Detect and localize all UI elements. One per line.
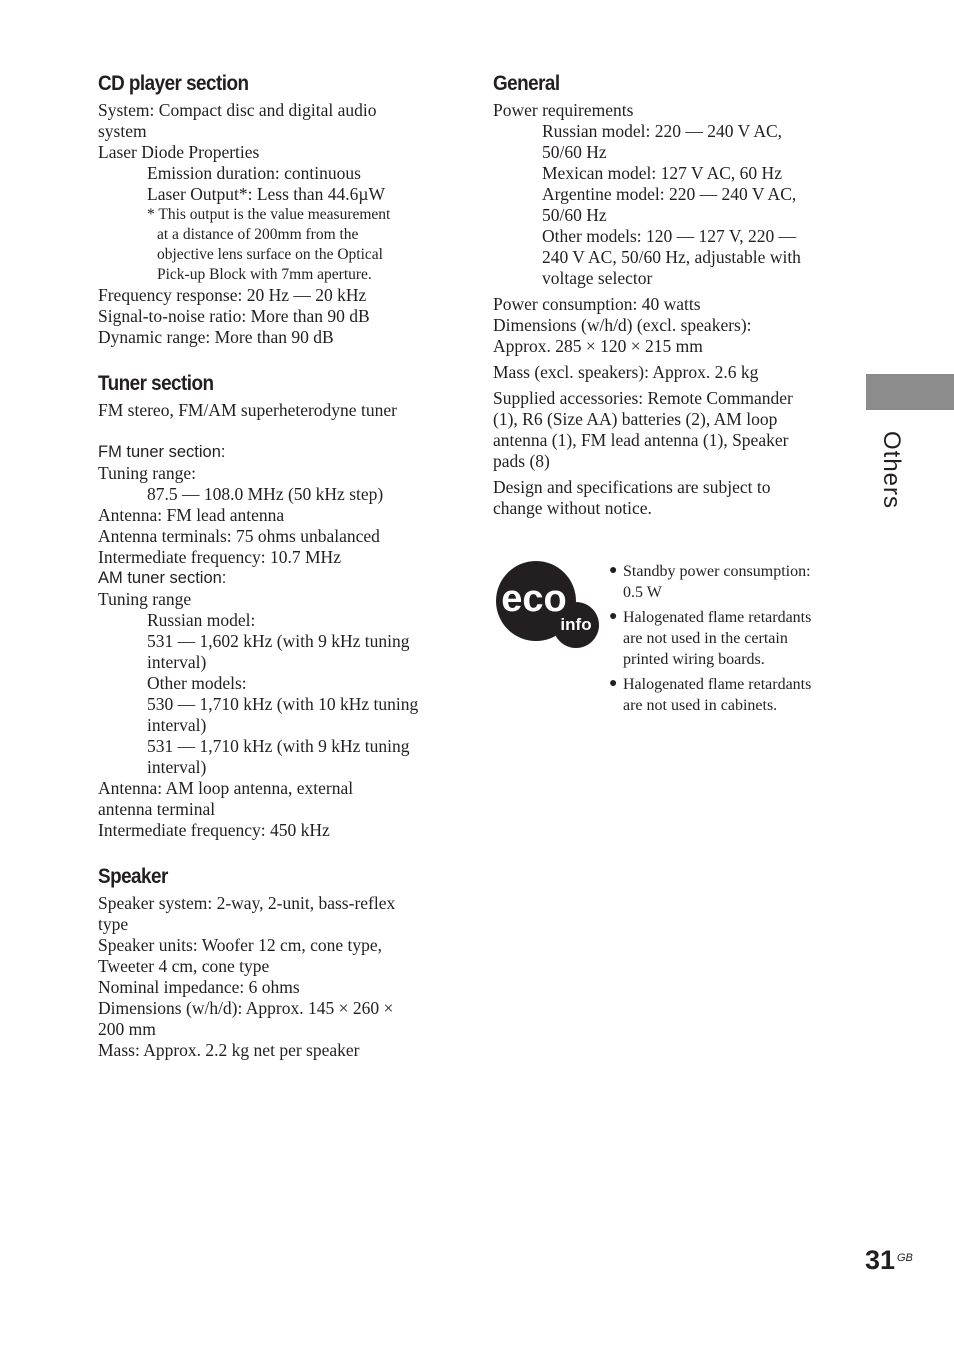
spec-line: 240 V AC, 50/60 Hz, adjustable with <box>542 247 801 267</box>
spec-line: Russian model: <box>147 610 256 630</box>
spec-line: Dimensions (w/h/d): Approx. 145 × 260 × <box>98 998 394 1018</box>
cd-player-section <box>98 70 458 348</box>
spec-line: type <box>98 914 129 934</box>
spec-line: interval) <box>147 757 207 777</box>
spec-line: Dimensions (w/h/d) (excl. speakers): <box>493 315 752 335</box>
spec-line: Antenna: AM loop antenna, external <box>98 778 354 798</box>
spec-line: Dynamic range: More than 90 dB <box>98 327 334 347</box>
footnote-line: objective lens surface on the Optical <box>157 246 383 263</box>
spec-line: Power requirements <box>493 100 634 120</box>
general-section-title: General <box>493 72 560 95</box>
footnote-line: * This output is the value measurement <box>147 206 391 223</box>
spec-line: Signal-to-noise ratio: More than 90 dB <box>98 306 370 326</box>
spec-line: Laser Diode Properties <box>98 142 260 162</box>
spec-line: change without notice. <box>493 498 652 518</box>
general-section <box>493 70 843 519</box>
spec-line: System: Compact disc and digital audio <box>98 100 377 120</box>
spec-line: antenna (1), FM lead antenna (1), Speaker <box>493 430 789 450</box>
speaker-section <box>98 863 458 1061</box>
spec-line: voltage selector <box>542 268 653 288</box>
spec-line: Intermediate frequency: 450 kHz <box>98 820 330 840</box>
list-item: ● Standby power consumption: 0.5 W <box>609 561 849 603</box>
eco-bullet-list <box>609 561 849 720</box>
spec-line: Intermediate frequency: 10.7 MHz <box>98 547 341 567</box>
spec-line: 87.5 — 108.0 MHz (50 kHz step) <box>147 484 384 504</box>
spec-line: Power consumption: 40 watts <box>493 294 701 314</box>
spec-line: Antenna terminals: 75 ohms unbalanced <box>98 526 380 546</box>
list-item: ● Halogenated flame retardants are not used in cabinets. <box>609 674 849 716</box>
side-tab-label: Others <box>878 430 905 510</box>
spec-line: Mexican model: 127 V AC, 60 Hz <box>542 163 782 183</box>
spec-line: Argentine model: 220 — 240 V AC, <box>542 184 797 204</box>
page-suffix: GB <box>897 1252 913 1264</box>
spec-line: pads (8) <box>493 451 550 471</box>
spec-line: Mass (excl. speakers): Approx. 2.6 kg <box>493 362 759 382</box>
spec-line: 530 — 1,710 kHz (with 10 kHz tuning <box>147 694 419 714</box>
spec-line: Tuning range: <box>98 463 197 483</box>
eco-logo-sub: info <box>560 615 592 634</box>
spec-line: (1), R6 (Size AA) batteries (2), AM loop <box>493 409 778 429</box>
eco-logo-word: eco <box>501 578 567 620</box>
spec-line: Tuning range <box>98 589 192 609</box>
spec-line: 50/60 Hz <box>542 205 607 225</box>
spec-line: Laser Output*: Less than 44.6µW <box>147 184 386 204</box>
spec-line: Frequency response: 20 Hz — 20 kHz <box>98 285 367 305</box>
spec-line: Other models: <box>147 673 247 693</box>
spec-line: Design and specifications are subject to <box>493 477 771 497</box>
spec-line: Supplied accessories: Remote Commander <box>493 388 793 408</box>
am-subtitle: AM tuner section: <box>98 569 227 587</box>
bullet-icon: ● <box>609 563 618 578</box>
footnote-line: at a distance of 200mm from the <box>157 226 359 243</box>
bullet-icon: ● <box>609 609 618 624</box>
spec-line: Nominal impedance: 6 ohms <box>98 977 300 997</box>
tuner-section-title: Tuner section <box>98 372 214 395</box>
spec-line: interval) <box>147 715 207 735</box>
spec-line: Mass: Approx. 2.2 kg net per speaker <box>98 1040 360 1060</box>
spec-line: 200 mm <box>98 1019 156 1039</box>
spec-line: interval) <box>147 652 207 672</box>
spec-line: antenna terminal <box>98 799 216 819</box>
spec-line: Antenna: FM lead antenna <box>98 505 285 525</box>
spec-line: Russian model: 220 — 240 V AC, <box>542 121 783 141</box>
spec-line: Speaker units: Woofer 12 cm, cone type, <box>98 935 383 955</box>
left-column <box>98 70 458 1083</box>
list-item: ● Halogenated flame retardants are not used in the certain printed wiring boards. <box>609 607 849 670</box>
spec-line: FM stereo, FM/AM superheterodyne tuner <box>98 400 397 420</box>
cd-section-title: CD player section <box>98 72 249 95</box>
spec-line: Approx. 285 × 120 × 215 mm <box>493 336 703 356</box>
speaker-section-title: Speaker <box>98 865 168 888</box>
bullet-icon: ● <box>609 676 618 691</box>
right-column <box>493 70 843 519</box>
spec-line: Speaker system: 2-way, 2-unit, bass-reflex <box>98 893 396 913</box>
spec-line: system <box>98 121 147 141</box>
spec-line: 50/60 Hz <box>542 142 607 162</box>
fm-subtitle: FM tuner section: <box>98 443 226 461</box>
spec-line: Other models: 120 — 127 V, 220 — <box>542 226 797 246</box>
footnote-line: Pick-up Block with 7mm aperture. <box>157 266 372 283</box>
spec-line: Emission duration: continuous <box>147 163 361 183</box>
spec-line: 531 — 1,602 kHz (with 9 kHz tuning <box>147 631 410 651</box>
page-number: 31 <box>865 1245 896 1275</box>
eco-info-logo-icon <box>496 559 600 649</box>
tuner-section <box>98 370 458 841</box>
spec-line: Tweeter 4 cm, cone type <box>98 956 270 976</box>
spec-line: 531 — 1,710 kHz (with 9 kHz tuning <box>147 736 410 756</box>
section-tab-marker <box>866 374 954 410</box>
